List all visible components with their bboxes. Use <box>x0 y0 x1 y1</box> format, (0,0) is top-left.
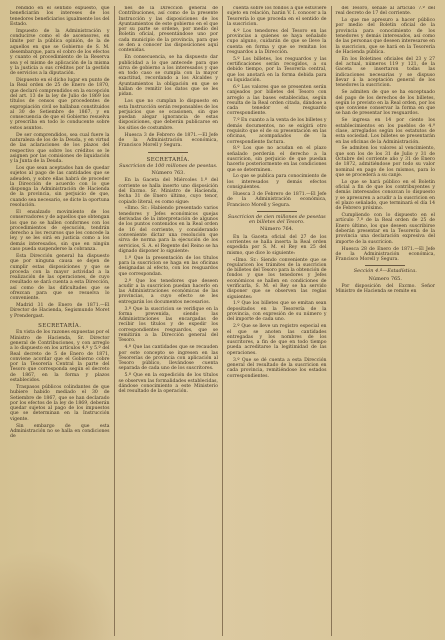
paragraph: del Tesoro, señale al artículo 7.º del real decreto de 17 del corriente. <box>335 6 435 17</box>
paragraph: Se ingresa en 14 por ciento los establecimientos en los pueblos de 4.ª clase, arreglados según los estatutos de esta sociedad. Los billetes se presentarán en las oficinas de la Administración. <box>335 118 435 145</box>
paragraph: Esta Dirección general ha dispuesto que por ninguna causa se dejen de cumplir estas disposiciones y que se proceda con la mayor actividad a la realización de las operaciones, de cuyo resultado se dará cuenta a esta Dirección, así como de las dificultades que se ofrezcan para que se resuelva lo conveniente. <box>10 253 110 302</box>
column-1 <box>6 6 114 636</box>
paragraph: Sin embargo de que esta Administración no se halla en condiciones de <box>10 423 110 440</box>
notice-number: Número 763. <box>151 170 185 177</box>
section-heading: SECRETARÍA. <box>38 323 82 330</box>
subsection-heading: Suscricion de cien millones de pesetas en billetes del Tesoro. <box>227 213 326 226</box>
section-heading: SECRETARÍA. <box>146 156 190 163</box>
paragraph: Por disposición del Excmo. Señor Ministro de Hacienda se remite en <box>335 284 435 295</box>
paragraph: El ensalzado movimiento de los conservadores y de aquellos que obtengan los que no se hallen conformes con los procedimientos de ejecución, tendrán derecho a los recursos que les concede la ley, y se les oirá en justicia como a los demás interesados, sin que en ningún caso pueda suspenderse la cobranza. <box>10 209 110 253</box>
paragraph: Se admiten los valores al vencimiento, que son los de los 31 de Julio y 31 de Octubre del corriente año y 31 de Enero de 1872, admitiéndose por todo su valor nominal en pago de los mismos, para lo que se procederá a su canje. <box>335 146 435 178</box>
section-divider <box>148 152 188 153</box>
paragraph: En vista de los razones expuestas por el Ministro de Hacienda, Sr. Director general de Contribuciones, y con arreglo a lo dispuesto en los artículos 4.º y 5.º del Real decreto de 5 de Enero de 1871, conviene acordar que el Gobierno cobre por la Tesorería Central la parte del Tesoro que corresponda según el decreto de 1867, en la forma y plazos establecidos. <box>10 330 110 384</box>
column-2 <box>114 6 223 636</box>
paragraph: 3.º Que la suscricion se verifique en la forma prevenida, siendo las Administraciones las encargadas de recibir los títulos y de expedir los correspondientes resguardos, que se remitirán a la Dirección general del Tesoro. <box>118 306 218 344</box>
paragraph: Los que sean aceptados han de quedar sujetos al pago de las cantidades que se adeuden, y sobre ellas habrá de proceder la Dirección de acuerdo con lo que disponga la Administración de Hacienda de la provincia, sin perjuicio de que, cuando sea necesario, se dicte la oportuna resolución. <box>10 165 110 209</box>
section-divider <box>257 211 297 212</box>
paragraph: 5.º Que en la expedición de los títulos se observen las formalidades establecidas, dándose conocimiento a este Ministerio del resultado de la operación. <box>118 373 218 395</box>
paragraph: 5.º Los billetes, los resguardos y las certificaciones serán recogidos, a su debido tiempo, por la Tesorería central, que los anotará en la forma debida para su liquidación. <box>227 56 327 84</box>
paragraph: En consecuencia, se ha dispuesto dar publicidad a lo que antecede para que sirva de gobierno a los interesados y que en todo caso se cumpla con la mayor exactitud, recordando a los Alcaldes y Ayuntamientos la obligación en que se hallan de remitir los datos que se les pidan. <box>118 55 218 98</box>
paragraph: Huesca 28 de Enero de 1871.—El Jefe de la Administración económica, Francisco Morell y Segura. <box>335 246 435 263</box>
paragraph: Cumpliendo con lo dispuesto en el artículo 7.º de la Real orden de 25 de Enero último, los que deseen suscribirse deberán presentar en la Tesorería de la provincia una declaración expresiva del importe de la suscricion. <box>335 213 435 245</box>
paragraph: rendido en el sentido expuesto, que beneficiarán los intereses de los tenedores beneficiarios igualmente los del Estado. <box>10 6 110 27</box>
paragraph: «Ilmo. Sr.: Siendo conveniente que se regularicen los trámites de la suscricion de billetes del Tesoro para la obtención de fondos y que los tenedores y Jefes económicos se hallen en condiciones de verificarla, S. M. el Rey se ha servido disponer que se observen las reglas siguientes: <box>227 257 327 300</box>
paragraph: 4.º Los tenedores del Tesoro en las provincias a quienes se haya señalado cupo alguno, cuidarán de que se lleve la cuenta en forma y que se remitan los resguardos a la Dirección. <box>227 28 327 55</box>
column-4 <box>331 6 440 636</box>
paragraph: Huesca 3 de Febrero de 1871.—El Jefe de la Administración económica, Francisco Morell y Segura. <box>118 132 218 149</box>
paragraph: Huesca 3 de Febrero de 1871.—El Jefe de la Administración económica, Francisco Morell y Segura. <box>227 191 327 208</box>
paragraph: De ser comprendidos, sea cual fuere la naturaleza de los de la Deuda, y en virtud de las aclaraciones de los plazos del respectivo que sobre los créditos se le asignen por las comisiones de liquidación y la Junta de la Deuda. <box>10 132 110 165</box>
section-divider <box>365 265 405 266</box>
paragraph: Dispuesto en el dicho lugar en punto de la Real orden de 25 de Enero de 1870, que declaró comprendidos en la excepción del art. 13 de la ley de Julio de 1869 los títulos de censos que procedentes de expropiación civil se hallaban constituidos al 30 de Setiembre de 1867, y en consecuencia de que el Gobierno resuelva y prescriba en todo lo conducente sobre estos asuntos. <box>10 78 110 131</box>
paragraph: 1.º Que los billetes que se emitan sean depositados en la Tesorería de la provincia, con expresión de su número y del importe de cada uno. <box>227 301 327 323</box>
paragraph: 1.º Que la presentación de los títulos para la suscricion se haga en las oficinas designadas al efecto, con los resguardos que correspondan. <box>118 255 218 277</box>
paragraph: En la Gaceta del Miércoles 1.º del corriente se halla inserto uno disposición del Excmo. Sr. Ministro de Hacienda, fecha 31 de Enero último, cuyo tenor, copiado literal, es como sigue: <box>118 178 218 205</box>
columns-container <box>6 6 439 636</box>
paragraph: En los Boletines oficiales del 23 y 27 del actual, números 119 y 121, de la Gaceta se insertaron todas las indicaciones necesarias y se dispuso llevar á la aceptación general de los tenedores la suscricion. <box>335 56 435 89</box>
paragraph: Impuesto de la Administración y conducirse como el de ascensores, en límite por la pública opinión, de la de aquellos en que se Gobierno de S. M. desembarque, para el cobro de los efectos y cuanto el procedimiento de la Reserva sea y el mismo de aplicación de la misma y la justicia a sus créditos por la gestión de servicios a la diputación. <box>10 28 110 77</box>
notice-number: Número 765. <box>368 275 402 282</box>
paragraph: Lo que se hará público en el Boletín oficial a fin de que los contribuyentes y demás interesados conozcan lo dispuesto y se apresuren a acudir a la suscricion en el plazo señalado, que terminará el día 14 de Febrero próximo. <box>335 179 435 212</box>
paragraph: «Ilmo. Sr.: Habiendo presentado varios tenedores y Jefes económicos quejas derivadas de la interpretación de algunos de los puntos contenidos en la Real orden de 16 del corriente, y considerando conveniente dictar una resolución que sirva de norma para la ejecución de los servicios, S. A. el Regente del Reino se ha dignado disponer lo siguiente: <box>118 206 218 254</box>
paragraph: En la Gaceta oficial del 27 de los corrientes se halla inserta la Real orden expedida por S. M. el Rey en 25 del mismo, que dice lo siguiente: <box>227 234 327 256</box>
column-3 <box>222 6 331 636</box>
subsection-heading: Sección 4.ª—Estadística. <box>353 268 417 275</box>
paragraph: Traspasos públicos colindantes de que hubiere habido mediado el 30 de Setiembre de 1867, que se han declarado por los efectos de la ley de 1869, deberán quedar sujetos al pago de los impuestos que se determinan en la Instrucción vigente. <box>10 384 110 422</box>
notice-number: Número 764. <box>260 226 294 233</box>
paragraph: 3.º Que se dé cuenta a esta Dirección general del resultado de la suscricion en cada provincia, remitiéndose los estados correspondientes. <box>227 357 327 379</box>
subsection-heading: Suscricion de 100 millones de pesetas. <box>118 162 218 169</box>
paragraph: 7.º En cuanto a la venta de los billetes y demás documentos, no se exigirá otro requisito que el de su presentación en las oficinas, acompañados de la correspondiente factura. <box>227 118 327 145</box>
paragraph: Lo que se publica para conocimiento de los interesados y demás efectos consiguientes. <box>227 174 327 191</box>
paragraph: Se admiten de que se ha exceptuado del pago de los derechos de los billetes, según lo previsto en la Real orden, por los que conviene conservar la forma en que se han de presentar los resguardos. <box>335 90 435 117</box>
paragraph: cuenta sobre los fondos á que estuviere sujeto en relación, harán V. I. conocer a la Tesorería lo que proceda en el sentido de la suscricion. <box>227 6 327 27</box>
paragraph: nes de la Dirección general de Contribuciones, así como de la presente Instrucción y las disposiciones de los Ayuntamientos de este gobierno en el que por su parte se ordene, por medio del Boletín oficial, presentándose uno por cada municipio de la provincia, para que se den a conocer las disposiciones aquí contenidas. <box>118 6 218 54</box>
paragraph: Los que no cumplan lo dispuesto en esta Instrucción serán responsables de los perjuicios que se ocasionen, sin que puedan alegar ignorancia de estas disposiciones, que deberán publicarse en los sitios de costumbre. <box>118 99 218 131</box>
paragraph: 6.º Los valores que se presenten serán canjeados por billetes del Tesoro con arreglo a las bases establecidas, según resulta de la Real orden citada, dándose a cada tenedor el resguardo correspondiente. <box>227 84 327 117</box>
paragraph: Lo que me apresuro a hacer público por medio del Boletín oficial de la provincia para conocimiento de los tenedores y demás interesados, así como de las personas que deseen interesarse en la suscricion, que se hará en la Tesorería de Hacienda pública. <box>335 18 435 55</box>
paragraph: Madrid 31 de Enero de 1871.—El Director de Hacienda, Segismundo Moret y Prendergast. <box>10 303 110 319</box>
paragraph: 2.º Que se lleve un registro especial en el que se anoten las cantidades entregadas y los nombres de los suscritores, a fin de que en todo tiempo pueda acreditarse la legitimidad de las operaciones. <box>227 324 327 356</box>
paragraph: 4.º Que las cantidades que se recauden por este concepto se ingresen en las Tesorerías de provincia con aplicación al Tesoro público, llevándose cuenta separada de cada uno de los suscritores. <box>118 345 218 372</box>
paragraph: 2.º Que los tenedores que deseen acudir a la suscricion puedan hacerlo en las Administraciones económicas de las provincias, a cuyo efecto se les entregarán los documentos necesarios. <box>118 278 218 305</box>
paragraph: 8.º Los que no acudan en el plazo señalado perderán el derecho a la suscricion, sin perjuicio de que puedan hacerlo posteriormente en las condiciones que se determinen. <box>227 146 327 173</box>
